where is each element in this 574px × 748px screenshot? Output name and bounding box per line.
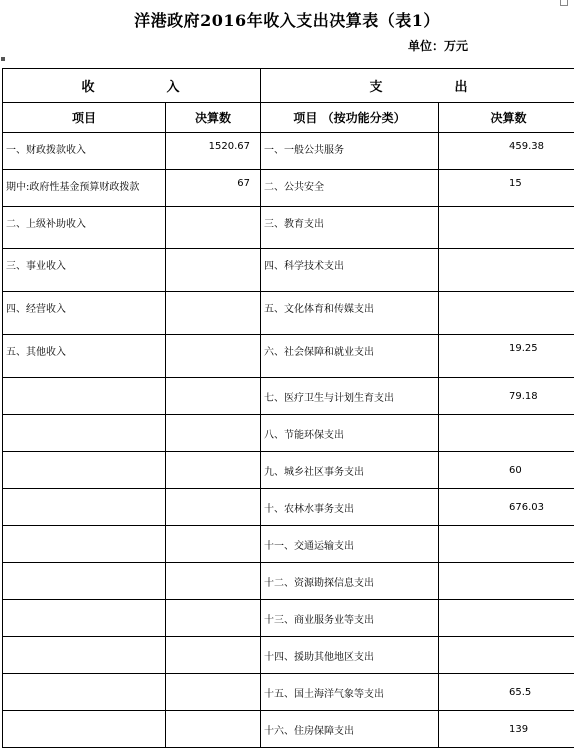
expense-amount-cell: 65.5 bbox=[439, 674, 574, 711]
income-item-cell: 五、其他收入 bbox=[3, 335, 166, 378]
expense-amount-cell: 139 bbox=[439, 711, 574, 748]
income-amount-cell: 1520.67 bbox=[166, 133, 261, 170]
income-amount-cell bbox=[166, 489, 261, 526]
expense-item-cell: 五、文化体育和传媒支出 bbox=[261, 292, 439, 335]
table-row bbox=[3, 637, 574, 674]
table-row bbox=[3, 563, 574, 600]
corner-mark bbox=[560, 0, 568, 6]
table-row bbox=[3, 133, 574, 170]
expense-item-cell: 十五、国土海洋气象等支出 bbox=[261, 674, 439, 711]
income-amount-cell bbox=[166, 563, 261, 600]
income-amount-cell bbox=[166, 415, 261, 452]
income-amount-cell bbox=[166, 637, 261, 674]
expense-section-header: 支 出 bbox=[261, 69, 574, 103]
income-item-cell: 二、上级补助收入 bbox=[3, 207, 166, 249]
income-item-cell bbox=[3, 489, 166, 526]
income-item-header: 项目 bbox=[3, 103, 166, 133]
expense-item-cell: 八、节能环保支出 bbox=[261, 415, 439, 452]
expense-item-cell: 十一、交通运输支出 bbox=[261, 526, 439, 563]
income-item-cell bbox=[3, 600, 166, 637]
table-row bbox=[3, 452, 574, 489]
income-item-cell bbox=[3, 563, 166, 600]
income-amount-cell bbox=[166, 600, 261, 637]
income-item-cell bbox=[3, 674, 166, 711]
expense-amount-header: 决算数 bbox=[439, 103, 574, 133]
income-amount-cell bbox=[166, 378, 261, 415]
expense-amount-cell: 19.25 bbox=[439, 335, 574, 378]
table-anchor-dot bbox=[1, 57, 5, 61]
income-amount-cell: 67 bbox=[166, 170, 261, 207]
expense-amount-cell: 15 bbox=[439, 170, 574, 207]
expense-item-cell: 四、科学技术支出 bbox=[261, 249, 439, 292]
expense-item-cell: 十三、商业服务业等支出 bbox=[261, 600, 439, 637]
income-item-cell bbox=[3, 526, 166, 563]
income-item-cell bbox=[3, 378, 166, 415]
table-row bbox=[3, 335, 574, 378]
table-row bbox=[3, 526, 574, 563]
expense-amount-cell bbox=[439, 249, 574, 292]
expense-item-cell: 十二、资源勘探信息支出 bbox=[261, 563, 439, 600]
table-row bbox=[3, 600, 574, 637]
table-row bbox=[3, 674, 574, 711]
expense-amount-cell bbox=[439, 637, 574, 674]
income-item-cell: 四、经营收入 bbox=[3, 292, 166, 335]
expense-amount-cell bbox=[439, 600, 574, 637]
expense-item-cell: 十、农林水事务支出 bbox=[261, 489, 439, 526]
expense-amount-cell: 459.38 bbox=[439, 133, 574, 170]
expense-amount-cell bbox=[439, 526, 574, 563]
income-item-cell bbox=[3, 415, 166, 452]
column-header-row bbox=[3, 103, 574, 133]
expense-item-cell: 九、城乡社区事务支出 bbox=[261, 452, 439, 489]
expense-amount-cell: 676.03 bbox=[439, 489, 574, 526]
income-item-cell: 三、事业收入 bbox=[3, 249, 166, 292]
income-amount-header: 决算数 bbox=[166, 103, 261, 133]
expense-amount-cell bbox=[439, 292, 574, 335]
expense-amount-cell: 79.18 bbox=[439, 378, 574, 415]
income-amount-cell bbox=[166, 292, 261, 335]
table-row bbox=[3, 378, 574, 415]
expense-item-cell: 二、公共安全 bbox=[261, 170, 439, 207]
table-row bbox=[3, 711, 574, 748]
expense-item-cell: 三、教育支出 bbox=[261, 207, 439, 249]
table-row bbox=[3, 249, 574, 292]
expense-item-cell: 七、医疗卫生与计划生育支出 bbox=[261, 378, 439, 415]
table-row bbox=[3, 489, 574, 526]
income-amount-cell bbox=[166, 249, 261, 292]
income-amount-cell bbox=[166, 526, 261, 563]
income-item-cell: 一、财政拨款收入 bbox=[3, 133, 166, 170]
table-row bbox=[3, 207, 574, 249]
expense-amount-cell bbox=[439, 415, 574, 452]
income-amount-cell bbox=[166, 674, 261, 711]
income-item-cell bbox=[3, 452, 166, 489]
section-header-row bbox=[3, 69, 574, 103]
expense-item-cell: 一、一般公共服务 bbox=[261, 133, 439, 170]
expense-item-cell: 六、社会保障和就业支出 bbox=[261, 335, 439, 378]
income-item-cell bbox=[3, 711, 166, 748]
expense-amount-cell bbox=[439, 563, 574, 600]
income-amount-cell bbox=[166, 335, 261, 378]
budget-table bbox=[2, 68, 574, 748]
expense-item-cell: 十六、住房保障支出 bbox=[261, 711, 439, 748]
expense-item-cell: 十四、援助其他地区支出 bbox=[261, 637, 439, 674]
table-row bbox=[3, 415, 574, 452]
income-amount-cell bbox=[166, 207, 261, 249]
expense-item-header: 项目 （按功能分类） bbox=[261, 103, 439, 133]
expense-amount-cell bbox=[439, 207, 574, 249]
income-item-cell: 期中:政府性基金预算财政拨款 bbox=[3, 170, 166, 207]
page-title: 洋港政府2016年收入支出决算表（表1） bbox=[0, 8, 574, 31]
table-row bbox=[3, 170, 574, 207]
income-section-header: 收 入 bbox=[3, 69, 261, 103]
income-amount-cell bbox=[166, 452, 261, 489]
income-amount-cell bbox=[166, 711, 261, 748]
table-row bbox=[3, 292, 574, 335]
expense-amount-cell: 60 bbox=[439, 452, 574, 489]
unit-label: 单位：万元 bbox=[408, 37, 468, 54]
income-item-cell bbox=[3, 637, 166, 674]
